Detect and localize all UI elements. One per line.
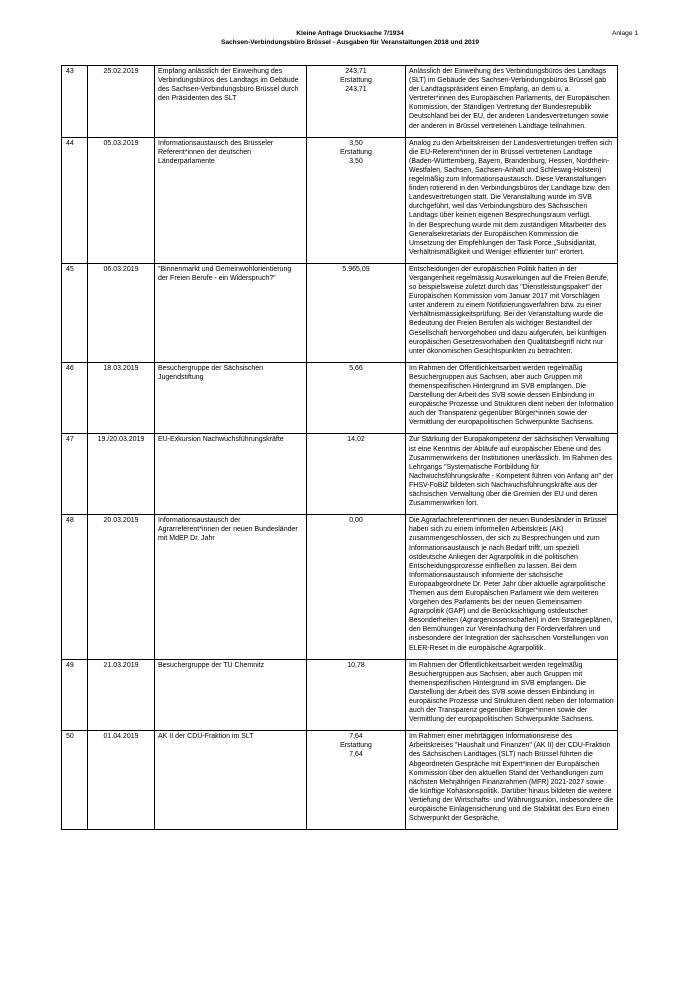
- amount-value: 5,66: [349, 364, 363, 372]
- expenses-table-body: [62, 66, 618, 830]
- description-cell: Die Agrarfachreferent*innen der neuen Bundesländer in Brüssel haben sich zu einem informellen Arbeitskreis (AK) zusammengeschlossen, der sich zu Besprechungen und zum Informationsaustausch je nach Bedarf trifft, um speziell ostdeutsche Anliegen der Agrarpolitik in die politischen Entscheidungsprozesse einfließen zu lassen. Bei dem Informationsaustausch informierte der sächsische Europaabgeordnete Dr. Peter Jahr über aktuelle agrarpolitische Themen aus dem Europäischen Parlament wie dem weiteren Vorgehen des Parlaments bei der neuen Gemeinsamen Agrarpolitik (GAP) und die Berücksichtigung ostdeutscher Besonderheiten (Agrargenossenschaften) in den Strategieplänen, den Bemühungen zur Vereinfachung der Förderverfahren und insbesondere der Integration der sächsischen Vorstellungen von ELER-Reset in die europäische Agrarpolitik.: [406, 515, 618, 659]
- date-cell: 20.03.2019: [88, 515, 155, 659]
- event-cell: Besuchergruppe der TU Chemnitz: [155, 659, 307, 731]
- row-number-cell: 47: [62, 434, 88, 515]
- date-cell: 25.02.2019: [88, 66, 155, 138]
- reimbursement-label: Erstattung: [340, 742, 372, 750]
- row-number-cell: 44: [62, 137, 88, 263]
- description-cell: Im Rahmen der Öffentlichkeitsarbeit werden regelmäßig Besuchergruppen aus Sachsen, aber auch Gruppen mit themenspezifischen Hintergrund im SVB empfangen. Die Darstellung der Arbeit des SVB sowie dessen Einbindung in europäische Prozesse und Strukturen dient neben der Information auch der Transparenz gegenüber Bürger*innen sowie der Vermittlung der europapolitischen Schwerpunkte Sachsens.: [406, 659, 618, 731]
- expenses-table: [61, 65, 618, 830]
- reimbursement-label: Erstattung: [340, 148, 372, 156]
- amount-cell: [307, 515, 406, 659]
- event-cell: Empfang anlässlich der Einweihung des Verbindungsbüros des Landtags im Gebäude des Sachsen-Verbindungsbüro Brüssel durch den Präsidenten des SLT: [155, 66, 307, 138]
- row-number-cell: 49: [62, 659, 88, 731]
- event-cell: "Binnenmarkt und Gemeinwohlorientierung der Freien Berufe - ein Widerspruch?": [155, 263, 307, 362]
- title-line-2: Sachsen-Verbindungsbüro Brüssel - Ausgaben für Veranstaltungen 2018 und 2019: [220, 39, 480, 47]
- event-cell: Informationsaustausch des Brüsseler Referent*innen der deutschen Länderparlamente: [155, 137, 307, 263]
- event-cell: Besuchergruppe der Sächsischen Jugendstiftung: [155, 362, 307, 434]
- amount-value: 3,50: [349, 157, 363, 165]
- table-row: [62, 137, 618, 263]
- description-cell: Analog zu den Arbeitskreisen der Landesvertretungen treffen sich die EU-Referent*innen der in Brüssel vertretenen Landtage (Baden-Württemberg, Bayern, Brandenburg, Hessen, Nordrhein-Westfalen, Sachsen, Sachsen-Anhalt und Schleswig-Holstein) regelmäßig zum Informationsaustausch. Diese Veranstaltungen finden rotierend in den Verbindungsbüros der Landtage bzw. den Landesvertretungen statt. Die Veranstaltung wurde im SVB durchgeführt, weil das Verbindungsbüro des Sächsischen Landtags über keinen eigenen Besprechungsraum verfügt. In der Besprechung wurde mit dem zuständigen Mitarbeiter des Generalsekretariats der Europäischen Kommission die Umsetzung der Empfehlungen der Task Force „Subsidiarität, Verhältnismäßigkeit und Weniger effizienter tun“ erörtert.: [406, 137, 618, 263]
- amount-value: 3,50: [349, 139, 363, 147]
- table-row: [62, 659, 618, 731]
- amount-cell: [307, 66, 406, 138]
- document-title: [0, 29, 700, 48]
- amount-value: 10,78: [347, 661, 365, 669]
- description-cell: Zur Stärkung der Europakompetenz der sächsischen Verwaltung ist eine Kenntnis der Abläufe auf europäischer Ebene und des Zusammenwirkens der Institutionen unerlässlich. Im Rahmen des Lehrgangs "Systematische Fortbildung für Nachwuchsführungskräfte - Kompetent führen von Anfang an" der FHSV-FoBiZ bildeten sich Nachwuchsführungskräfte aus der sächsischen Verwaltung über die Gremien der EU und deren Zusammenwirken fort.: [406, 434, 618, 515]
- reimbursement-label: Erstattung: [340, 77, 372, 85]
- date-cell: 19./20.03.2019: [88, 434, 155, 515]
- amount-cell: [307, 659, 406, 731]
- event-cell: Informationsaustausch der Agrarreferent*innen der neuen Bundesländer mit MdEP Dr. Jahr: [155, 515, 307, 659]
- event-cell: AK II der CDU-Fraktion im SLT: [155, 731, 307, 830]
- date-cell: 18.03.2019: [88, 362, 155, 434]
- description-cell: Im Rahmen einer mehrtägigen Informationsreise des Arbeitskreises "Haushalt und Finanzen" (AK II) der CDU-Fraktion des Sächsischen Landtages (SLT) nach Brüssel führten die Abgeordneten Gespräche mit Expert*innen der Europäischen Kommission über den aktuellen Stand der Verhandlungen zum nächsten Mehrjährigen Finanzrahmen (MFR) 2021-2027 sowie die künftige Kohäsionspolitik. Darüber hinaus bildeten die weitere Vertiefung der Wirtschafts- und Währungsunion, insbesondere die europäische Einlagensicherung und die Stabilität des Euro einen Schwerpunkt der Gespräche.: [406, 731, 618, 830]
- amount-cell: [307, 434, 406, 515]
- amount-value: 243,71: [345, 68, 367, 75]
- date-cell: 01.04.2019: [88, 731, 155, 830]
- event-cell: EU-Exkursion Nachwuchsführungskräfte: [155, 434, 307, 515]
- row-number-cell: 43: [62, 66, 88, 138]
- amount-cell: [307, 137, 406, 263]
- amount-value: 7,64: [349, 751, 363, 759]
- description-cell: Im Rahmen der Öffentlichkeitsarbeit werden regelmäßig Besuchergruppen aus Sachsen, aber auch Gruppen mit themenspezifischen Hintergrund im SVB empfangen. Die Darstellung der Arbeit des SVB sowie dessen Einbindung in europäische Prozesse und Strukturen dient neben der Information auch der Transparenz gegenüber Bürger*innen sowie der Vermittlung der europapolitischen Schwerpunkte Sachsens.: [406, 362, 618, 434]
- date-cell: 21.03.2019: [88, 659, 155, 731]
- date-cell: 05.03.2019: [88, 137, 155, 263]
- table-row: [62, 731, 618, 830]
- date-cell: 06.03.2019: [88, 263, 155, 362]
- table-row: [62, 515, 618, 659]
- amount-cell: [307, 362, 406, 434]
- amount-value: 5.965,09: [342, 265, 370, 273]
- title-line-1: Kleine Anfrage Drucksache 7/1934: [296, 30, 404, 37]
- amount-value: 7,64: [349, 733, 363, 741]
- description-cell: Anlässlich der Einweihung des Verbindungsbüros des Landtags (SLT) im Gebäude des Sachsen-Verbindungsbüros Brüssel gab der Landtagspräsident einen Empfang, an dem u. a. Vertreter*innen des Europäischen Parlaments, der Europäischen Kommission, der Ständigen Vertretung der Bundesrepublik Deutschland bei der EU, der anderen Landesvertretungen sowie der anderen in Brüssel vertretenen Landtage teilnahmen.: [406, 66, 618, 138]
- attachment-label: Anlage 1: [611, 30, 638, 37]
- amount-value: 243,71: [345, 86, 367, 94]
- row-number-cell: 48: [62, 515, 88, 659]
- row-number-cell: 45: [62, 263, 88, 362]
- amount-value: 14,02: [347, 436, 365, 444]
- amount-cell: [307, 731, 406, 830]
- amount-cell: [307, 263, 406, 362]
- table-row: [62, 362, 618, 434]
- table-row: [62, 263, 618, 362]
- row-number-cell: 50: [62, 731, 88, 830]
- amount-value: 0,00: [349, 517, 363, 525]
- description-cell: Entscheidungen der europäischen Politik hatten in der Vergangenheit regelmässig Auswirkungen auf die Freien Berufe, so beispielsweise zuletzt durch das "Dienstleistungspaket" der Europäischen Kommission vom Januar 2017 mit Vorschlägen unter anderem zu einem Notifizierungsverfahren bzw. zu einer Verhältnismässigkeitsprüfung. Bei der Veranstaltung wurde die Bedeutung der Freien Berufen als wichtiger Bestandteil der Gesellschaft hervorgehoben und dazu aufgerufen, bei künftigen europäischen Gesetzesvorhaben den Qualitätsbegriff nicht nur unter ökonomischen Gesichtspunkten zu betrachten.: [406, 263, 618, 362]
- table-row: [62, 66, 618, 138]
- table-row: [62, 434, 618, 515]
- row-number-cell: 46: [62, 362, 88, 434]
